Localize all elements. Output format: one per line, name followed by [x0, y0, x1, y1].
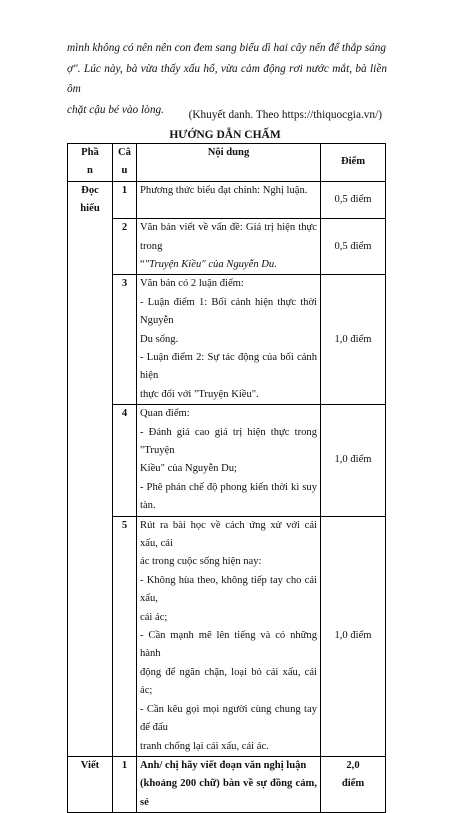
- score-cell: 2,0 điểm: [321, 756, 386, 812]
- question-number: 4: [113, 405, 137, 516]
- table-row: [68, 181, 386, 218]
- grading-heading: HƯỚNG DẪN CHẤM: [169, 129, 281, 141]
- part-cell: Viết: [68, 756, 113, 812]
- table-row: [68, 516, 386, 756]
- passage-line: ợ". Lúc này, bà vừa thấy xấu hổ, vừa cảm động rơi nước mắt, bà liền ôm: [67, 62, 387, 95]
- table-row: [68, 405, 386, 516]
- part-cell: Đọc hiểu: [68, 181, 113, 218]
- part-cell: [68, 275, 113, 405]
- score-cell: 1,0 điểm: [321, 516, 386, 756]
- question-number: 1: [113, 756, 137, 812]
- question-header: Câ u: [113, 144, 137, 182]
- score-cell: 0,5 điểm: [321, 219, 386, 275]
- content-cell: Văn bản viết về vấn đề: Giá trị hiện thực trong “"Truyện Kiều" của Nguyễn Du.: [137, 219, 321, 275]
- content-cell: Phương thức biểu đạt chính: Nghị luận.: [137, 181, 321, 218]
- part-cell: [68, 219, 113, 275]
- table-row: [68, 219, 386, 275]
- content-cell: Văn bản có 2 luận điểm: - Luận điểm 1: Bối cảnh hiện thực thời Nguyễn Du sống. - Luận điểm 2: Sự tác động của bối cảnh hiện thực đối với "Truyện Kiều".: [137, 275, 321, 405]
- question-number: 1: [113, 181, 137, 218]
- score-cell: 1,0 điểm: [321, 405, 386, 516]
- part-header: Phầ n: [68, 144, 113, 182]
- score-header: Điểm: [321, 144, 386, 182]
- content-header: Nội dung: [137, 144, 321, 182]
- table-row: [68, 275, 386, 405]
- table-row: [68, 756, 386, 812]
- question-number: 5: [113, 516, 137, 756]
- question-number: 2: [113, 219, 137, 275]
- source-citation: (Khuyết danh. Theo https://thiquocgia.vn/): [188, 109, 382, 121]
- score-cell: 1,0 điểm: [321, 275, 386, 405]
- part-cell: [68, 516, 113, 756]
- score-cell: 0,5 điểm: [321, 181, 386, 218]
- passage-line: chặt cậu bé vào lòng.: [67, 103, 164, 116]
- table-header-row: [68, 144, 386, 182]
- part-cell: [68, 405, 113, 516]
- question-number: 3: [113, 275, 137, 405]
- passage-line: mình không có nên nên con đem sang biếu dì hai cây nến để thắp sáng: [67, 42, 387, 54]
- content-cell: Anh/ chị hãy viết đoạn văn nghị luận (khoảng 200 chữ) bàn về sự đồng cảm, sẻ: [137, 756, 321, 812]
- grading-table: [67, 143, 386, 813]
- content-cell: Rút ra bài học về cách ứng xử với cái xấu, cái ác trong cuộc sống hiện nay: - Không hùa theo, không tiếp tay cho cái xấu, cái ác; - Cần mạnh mẽ lên tiếng và có những hành động để ngăn chặn, loại bỏ cái xấu, cái ác; - Cần kêu gọi mọi người cùng chung tay để đấu tranh chống lại cái xấu, cái ác.: [137, 516, 321, 756]
- content-cell: Quan điểm: - Đánh giá cao giá trị hiện thực trong "Truyện Kiều" của Nguyễn Du; - Phê phán chế độ phong kiến thời kì suy tàn.: [137, 405, 321, 516]
